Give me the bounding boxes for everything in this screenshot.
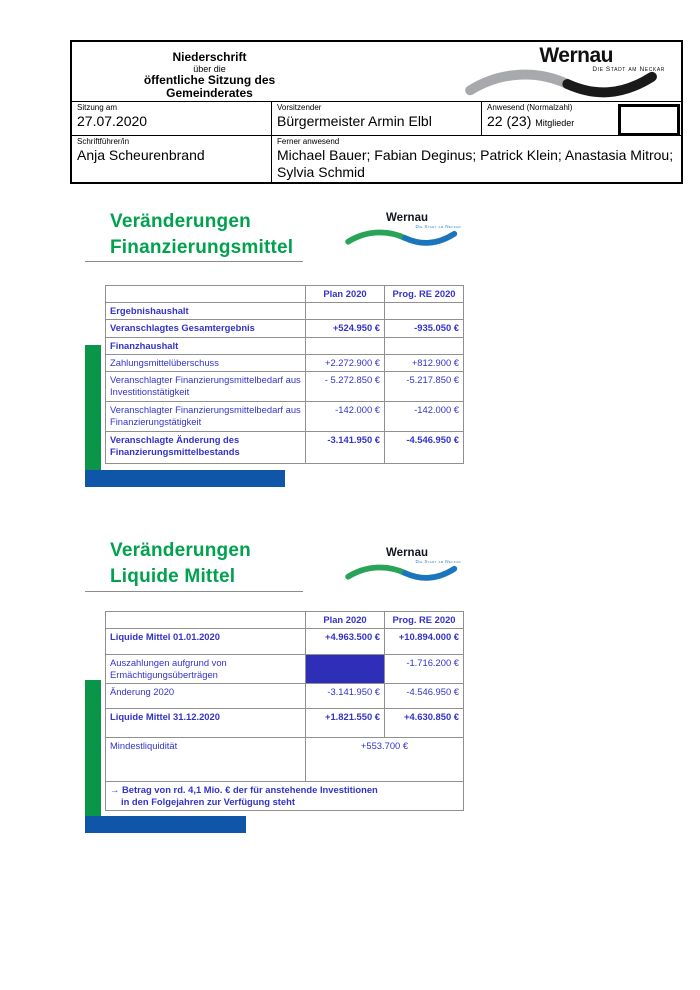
field-label: Anwesend (Normalzahl) <box>487 103 573 112</box>
slide2-green-accent-bar <box>85 680 101 816</box>
col-plan-2020: Plan 2020 <box>306 286 385 303</box>
note-line-2: in den Folgejahren zur Verfügung steht <box>121 796 295 807</box>
field-value: 27.07.2020 <box>77 113 148 129</box>
logo-tagline: Die Stadt am Neckar <box>592 66 665 73</box>
corner-cell <box>106 286 306 303</box>
minutes-header-table <box>70 40 683 184</box>
row-label: Liquide Mittel 31.12.2020 <box>106 709 306 738</box>
plan-value: -142.000 € <box>306 402 385 432</box>
table-row <box>106 320 464 338</box>
table-row <box>106 432 464 464</box>
table-row <box>106 402 464 432</box>
logo-tagline: Die Stadt am Neckar <box>415 224 461 229</box>
wernau-logo-color <box>345 547 461 585</box>
row-label: Mindestliquidität <box>106 738 306 782</box>
field-value: Michael Bauer; Fabian Deginus; Patrick Klein; Anastasia Mitrou; Sylvia Schmid <box>277 147 674 180</box>
field-vorsitzender <box>272 102 482 135</box>
slide1-blue-accent-bar <box>85 470 285 487</box>
row-label: Veranschlagter Finanzierungsmittelbedarf aus Finanzierungstätigkeit <box>106 402 306 432</box>
empty-stamp-box <box>618 104 680 136</box>
wave-swoosh-icon <box>345 227 458 249</box>
field-ferner-anwesend <box>272 136 681 182</box>
prog-value: +812.900 € <box>385 355 464 372</box>
table-row <box>106 738 464 782</box>
prog-value: -4.546.950 € <box>385 684 464 709</box>
field-label: Vorsitzender <box>277 103 322 112</box>
merged-value: +553.700 € <box>306 738 464 782</box>
table-row <box>106 709 464 738</box>
row-label: Zahlungsmittelüberschuss <box>106 355 306 372</box>
row-label: Veranschlagter Finanzierungsmittelbedarf aus Investitionstätigkeit <box>106 372 306 402</box>
wave-swoosh-icon <box>345 562 458 584</box>
note-cell <box>106 782 464 811</box>
row-label: Veranschlagtes Gesamtergebnis <box>106 320 306 338</box>
plan-value: -3.141.950 € <box>306 432 385 464</box>
col-prog-re-2020: Prog. RE 2020 <box>385 612 464 629</box>
logo-wordmark: Wernau <box>539 44 613 67</box>
prog-value <box>385 338 464 355</box>
prog-value: +4.630.850 € <box>385 709 464 738</box>
prog-value: -935.050 € <box>385 320 464 338</box>
field-label: Ferner anwesend <box>277 137 340 146</box>
table-header-row <box>106 612 464 629</box>
plan-value <box>306 338 385 355</box>
col-prog-re-2020: Prog. RE 2020 <box>385 286 464 303</box>
plan-value <box>306 303 385 320</box>
table-row <box>106 372 464 402</box>
table-row <box>106 355 464 372</box>
row-label: Veranschlagte Änderung des Finanzierungsmittelbestands <box>106 432 306 464</box>
note-line-1: → Betrag von rd. 4,1 Mio. € der für anstehende Investitionen <box>110 784 378 795</box>
field-sitzung-am <box>72 102 272 135</box>
table-row <box>106 655 464 684</box>
col-plan-2020: Plan 2020 <box>306 612 385 629</box>
finanzierungsmittel-table <box>105 285 464 464</box>
wernau-logo-color <box>345 212 461 250</box>
prog-value: -142.000 € <box>385 402 464 432</box>
table-row <box>106 338 464 355</box>
slide1-title: Veränderungen Finanzierungsmittel <box>110 211 294 258</box>
row-label: Ergebnishaushalt <box>106 303 306 320</box>
row-label: Finanzhaushalt <box>106 338 306 355</box>
prog-value: -5.217.850 € <box>385 372 464 402</box>
table-row <box>106 303 464 320</box>
field-label: Sitzung am <box>77 103 118 112</box>
plan-value: -3.141.950 € <box>306 684 385 709</box>
plan-value: +1.821.550 € <box>306 709 385 738</box>
plan-value: +524.950 € <box>306 320 385 338</box>
prog-value <box>385 303 464 320</box>
row-label: Auszahlungen aufgrund von Ermächtigungsüberträgen <box>106 655 306 684</box>
header-title-row <box>72 42 681 102</box>
wave-swoosh-icon <box>454 66 669 102</box>
minutes-title-block <box>102 51 317 100</box>
corner-cell <box>106 612 306 629</box>
plan-value-redacted-cell <box>306 655 385 684</box>
logo-wordmark: Wernau <box>386 547 428 559</box>
liquide-mittel-table <box>105 611 464 811</box>
plan-value: +2.272.900 € <box>306 355 385 372</box>
table-header-row <box>106 286 464 303</box>
field-value: 22 (23) Mitglieder <box>487 113 575 129</box>
prog-value: +10.894.000 € <box>385 629 464 655</box>
minutes-title-3: Gemeinderates <box>166 86 253 100</box>
plan-value: +4.963.500 € <box>306 629 385 655</box>
header-meta-row-2 <box>72 136 681 182</box>
note-row <box>106 782 464 811</box>
field-schriftfuehrer <box>72 136 272 182</box>
field-value: Anja Scheurenbrand <box>77 147 205 163</box>
title-underline <box>85 591 303 592</box>
title-underline <box>85 261 303 262</box>
table-row <box>106 684 464 709</box>
slide1-green-accent-bar <box>85 345 101 470</box>
minutes-title: Niederschrift <box>172 50 247 64</box>
header-meta-row-1 <box>72 102 681 136</box>
row-label: Liquide Mittel 01.01.2020 <box>106 629 306 655</box>
minutes-subtitle: über die <box>193 64 226 74</box>
table-row <box>106 629 464 655</box>
row-label: Änderung 2020 <box>106 684 306 709</box>
logo-tagline: Die Stadt am Neckar <box>415 559 461 564</box>
prog-value: -1.716.200 € <box>385 655 464 684</box>
plan-value: - 5.272.850 € <box>306 372 385 402</box>
logo-wordmark: Wernau <box>386 212 428 224</box>
field-unit: Mitglieder <box>535 118 575 128</box>
prog-value: -4.546.950 € <box>385 432 464 464</box>
slide2-blue-accent-bar <box>85 816 246 833</box>
slide2-title: Veränderungen Liquide Mittel <box>110 540 251 587</box>
field-label: Schriftführer/in <box>77 137 130 146</box>
field-value: Bürgermeister Armin Elbl <box>277 113 432 129</box>
wernau-logo-monochrome <box>454 45 669 100</box>
minutes-title-2: öffentliche Sitzung des <box>143 73 276 87</box>
